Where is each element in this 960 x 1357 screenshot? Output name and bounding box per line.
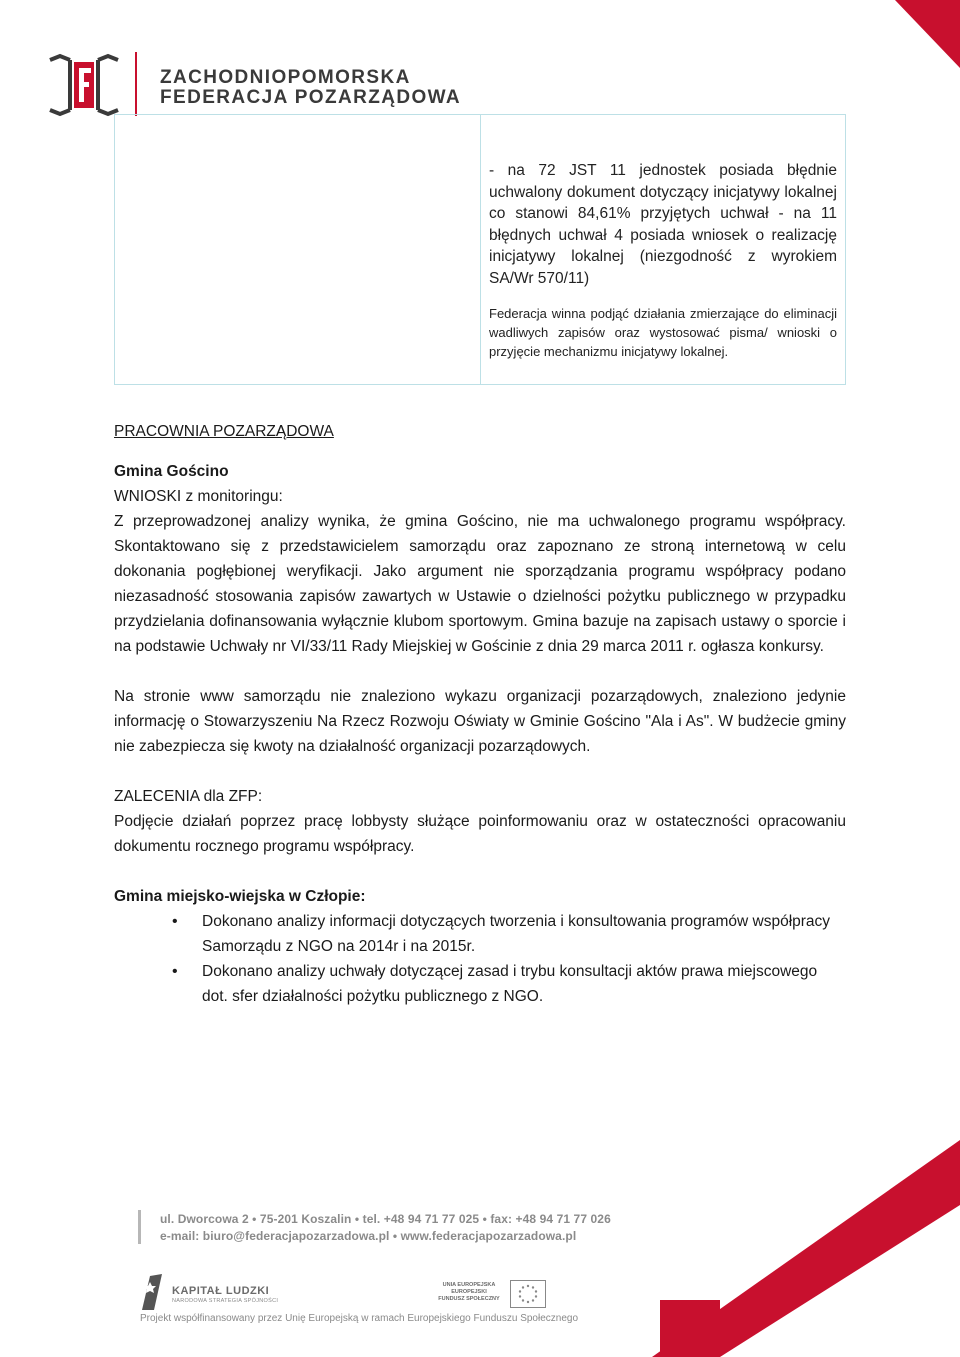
kapital-ludzki-title: KAPITAŁ LUDZKI xyxy=(172,1285,270,1297)
bullet-icon: • xyxy=(172,913,178,930)
eu-label xyxy=(432,1282,506,1303)
bottom-right-red-diagonal xyxy=(652,1140,960,1357)
zalecenia-paragraph: Podjęcie działań poprzez pracę lobbysty służące poinformowaniu oraz w ostateczności opracowaniu dokumentu rocznego programu współpracy. xyxy=(114,813,846,855)
logo-divider xyxy=(135,52,137,116)
bullet-icon: • xyxy=(172,963,178,980)
footer-divider xyxy=(138,1210,141,1244)
list-item-text: Dokonano analizy uchwały dotyczącej zasad i trybu konsultacji aktów prawa miejscowego dot. sfer działalności pożytku publicznego z NGO. xyxy=(202,963,818,1005)
gmina-goscino-heading: Gmina Gościno xyxy=(114,463,229,480)
bullet-list xyxy=(114,909,846,1009)
table-cell-text: - na 72 JST 11 jednostek posiada błędnie uchwalony dokument dotyczący inicjatywy lokalnej co stanowi 84,61% przyjętych uchwał - na 11 błędnych uchwał 4 posiada wniosek o realizację inicjatywy lokalnej (niezgodność z wyrokiem SA/Wr 570/11) xyxy=(489,162,837,287)
wnioski-paragraph: Z przeprowadzonej analizy wynika, że gmina Gościno, nie ma uchwalonego programu współpracy. Skontaktowano się z przedstawicielem samorządu oraz zapoznano ze stroną internetową w celu dokonania pogłębionej weryfikacji. Jako argument nie sporządzania programu współpracy podano niezasadność stosowania zapisów zawartych w Ustawie o dzielności pożytku publicznego w przypadku przydzielania dofinansowania wyłącznie klubom sportowym. Gmina bazuje na zapisach ustawy o sporcie i na podstawie Uchwały nr VI/33/11 Rady Miejskiej w Gościnie z dnia 29 marca 2011 r. ogłasza konkursy. xyxy=(114,513,846,655)
kapital-ludzki-subtitle: NARODOWA STRATEGIA SPÓJNOŚCI xyxy=(172,1298,279,1304)
table-column-divider xyxy=(480,114,481,385)
eu-flag-icon xyxy=(510,1280,546,1308)
section-heading: PRACOWNIA POZARZĄDOWA xyxy=(114,423,334,440)
table-cell-recommendation: Federacja winna podjąć działania zmierzające do eliminacji wadliwych zapisów oraz wystosować pisma/ wnioski o przyjęcie mechanizmu inicjatywy lokalnej. xyxy=(489,305,837,359)
org-name-line1: ZACHODNIOPOMORSKA xyxy=(160,67,411,88)
footer-contact: e-mail: biuro@federacjapozarzadowa.pl • www.federacjapozarzadowa.pl xyxy=(160,1229,577,1243)
footer-address: ul. Dworcowa 2 • 75-201 Koszalin • tel. +48 94 71 77 025 • fax: +48 94 71 77 026 xyxy=(160,1212,611,1226)
wnioski-label: WNIOSKI z monitoringu: xyxy=(114,488,283,505)
project-funding-note: Projekt współfinansowany przez Unię Europejską w ramach Europejskiego Funduszu Społecznego xyxy=(140,1313,579,1324)
list-item-text: Dokonano analizy informacji dotyczących tworzenia i konsultowania programów współpracy Samorządu z NGO na 2014r i na 2015r. xyxy=(202,913,831,955)
table-cell-right xyxy=(489,160,837,361)
zalecenia-label: ZALECENIA dla ZFP: xyxy=(114,788,263,805)
eu-label-line1: UNIA EUROPEJSKA xyxy=(442,1282,496,1288)
top-right-red-shape xyxy=(895,0,960,68)
eu-label-line2: EUROPEJSKI xyxy=(451,1289,487,1295)
list-item xyxy=(114,959,846,1009)
list-item xyxy=(114,909,846,959)
gmina-czlopa-heading: Gmina miejsko-wiejska w Człopie: xyxy=(114,888,366,905)
eu-label-line3: FUNDUSZ SPOŁECZNY xyxy=(438,1296,500,1302)
kapital-ludzki-icon xyxy=(140,1272,164,1312)
org-name-line2: FEDERACJA POZARZĄDOWA xyxy=(160,87,462,108)
bottom-red-stem xyxy=(660,1300,720,1357)
www-paragraph: Na stronie www samorządu nie znaleziono wykazu organizacji pozarządowych, znaleziono jedynie informację o Stowarzyszeniu Na Rzecz Rozwoju Oświaty w Gminie Gościno "Ala i As". W budżecie gminy nie zabezpiecza się kwoty na działalność organizacji pozarządowych. xyxy=(114,688,846,755)
zfp-logo-icon xyxy=(48,52,120,118)
